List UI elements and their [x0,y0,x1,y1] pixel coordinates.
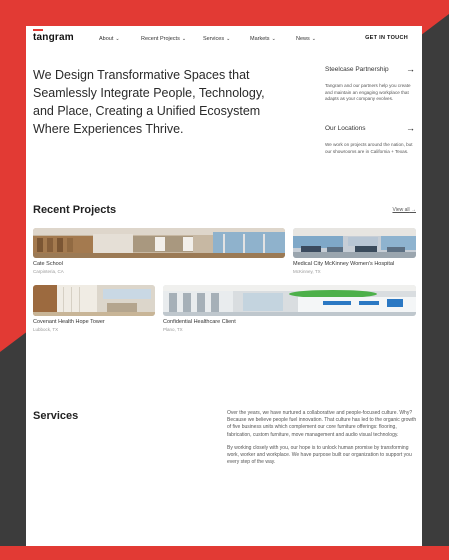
side-link-description: Tangram and our partners help you create and maintain an engaging workplace that adapts as your company evolves. [325,83,411,102]
project-card-confidential-healthcare-client[interactable] [163,285,416,332]
nav-item-recent-projects[interactable] [141,36,186,42]
project-image [293,228,416,258]
services-paragraph: Over the years, we have nurtured a collaborative and people-focused culture. Why? Because we believe people fuel innovation. That culture has led to the organic growth of five business units which complement our core furniture offerings: flooring, fabrication, custom furniture, move management and audio visual technology. [227,410,417,438]
project-location: Carpinteria, CA [33,269,64,274]
project-name: Cate School [33,261,63,267]
nav-item-label: Services [203,36,225,42]
side-link-description: We work on projects around the nation, but our showrooms are in California + Texas. [325,142,413,154]
logo-accent-bar [33,29,43,31]
services-paragraph: By working closely with you, our hope is to unlock human promise by transforming work, worker and workplace. We have purpose built our organization to support you every step of the way. [227,444,412,466]
chevron-down-icon: ⌄ [311,36,316,42]
nav-item-news[interactable] [296,36,316,42]
project-name: Covenant Health Hope Tower [33,319,105,325]
side-link-title: Our Locations [325,125,366,132]
project-location: Plano, TX [163,327,183,332]
project-card-medical-city-mckinney[interactable] [293,228,416,274]
view-all-link[interactable] [392,207,416,213]
services-title: Services [33,410,79,422]
hospital-lobby-image [293,228,416,258]
our-locations-link[interactable] [325,125,415,155]
logo-text: tangram [33,32,74,43]
arrow-icon: → [411,207,416,213]
side-link-title: Steelcase Partnership [325,66,389,73]
chevron-down-icon: ⌄ [115,36,120,42]
nav-item-about[interactable] [99,36,120,42]
nav-item-label: Recent Projects [141,36,180,42]
arrow-right-icon: → [406,123,415,133]
chevron-down-icon: ⌄ [271,36,276,42]
nav-item-label: About [99,36,114,42]
chevron-down-icon: ⌄ [181,36,187,42]
background-red-strip [0,546,449,560]
project-name: Medical City McKinney Women's Hospital [293,261,395,267]
project-card-covenant-health-hope-tower[interactable] [33,285,155,332]
project-name: Confidential Healthcare Client [163,319,236,325]
atrium-interior-image [33,285,155,316]
nav-item-services[interactable] [203,36,230,42]
project-image [163,285,416,316]
arrow-right-icon: → [406,64,415,74]
view-all-label: View all [392,207,410,213]
project-location: McKinney, TX [293,269,321,274]
steelcase-partnership-link[interactable] [325,66,415,103]
get-in-touch-button[interactable]: GET IN TOUCH [365,35,408,41]
tangram-logo[interactable] [33,32,74,43]
library-interior-image [33,228,285,258]
nav-item-markets[interactable] [250,36,276,42]
project-image [33,228,285,258]
recent-projects-title: Recent Projects [33,204,117,216]
chevron-down-icon: ⌄ [226,36,231,42]
webpage [26,26,422,546]
hero-heading: We Design Transformative Spaces that Seamlessly Integrate People, Technology, and Place, Creating a Unified Ecosystem Where Experiences Thrive. [33,68,265,136]
top-navigation [26,26,422,52]
project-card-cate-school[interactable] [33,228,285,274]
project-location: Lubbock, TX [33,327,59,332]
project-image [33,285,155,316]
nav-item-label: News [296,36,310,42]
office-interior-image [163,285,416,316]
nav-item-label: Markets [250,36,270,42]
services-description [227,410,417,466]
